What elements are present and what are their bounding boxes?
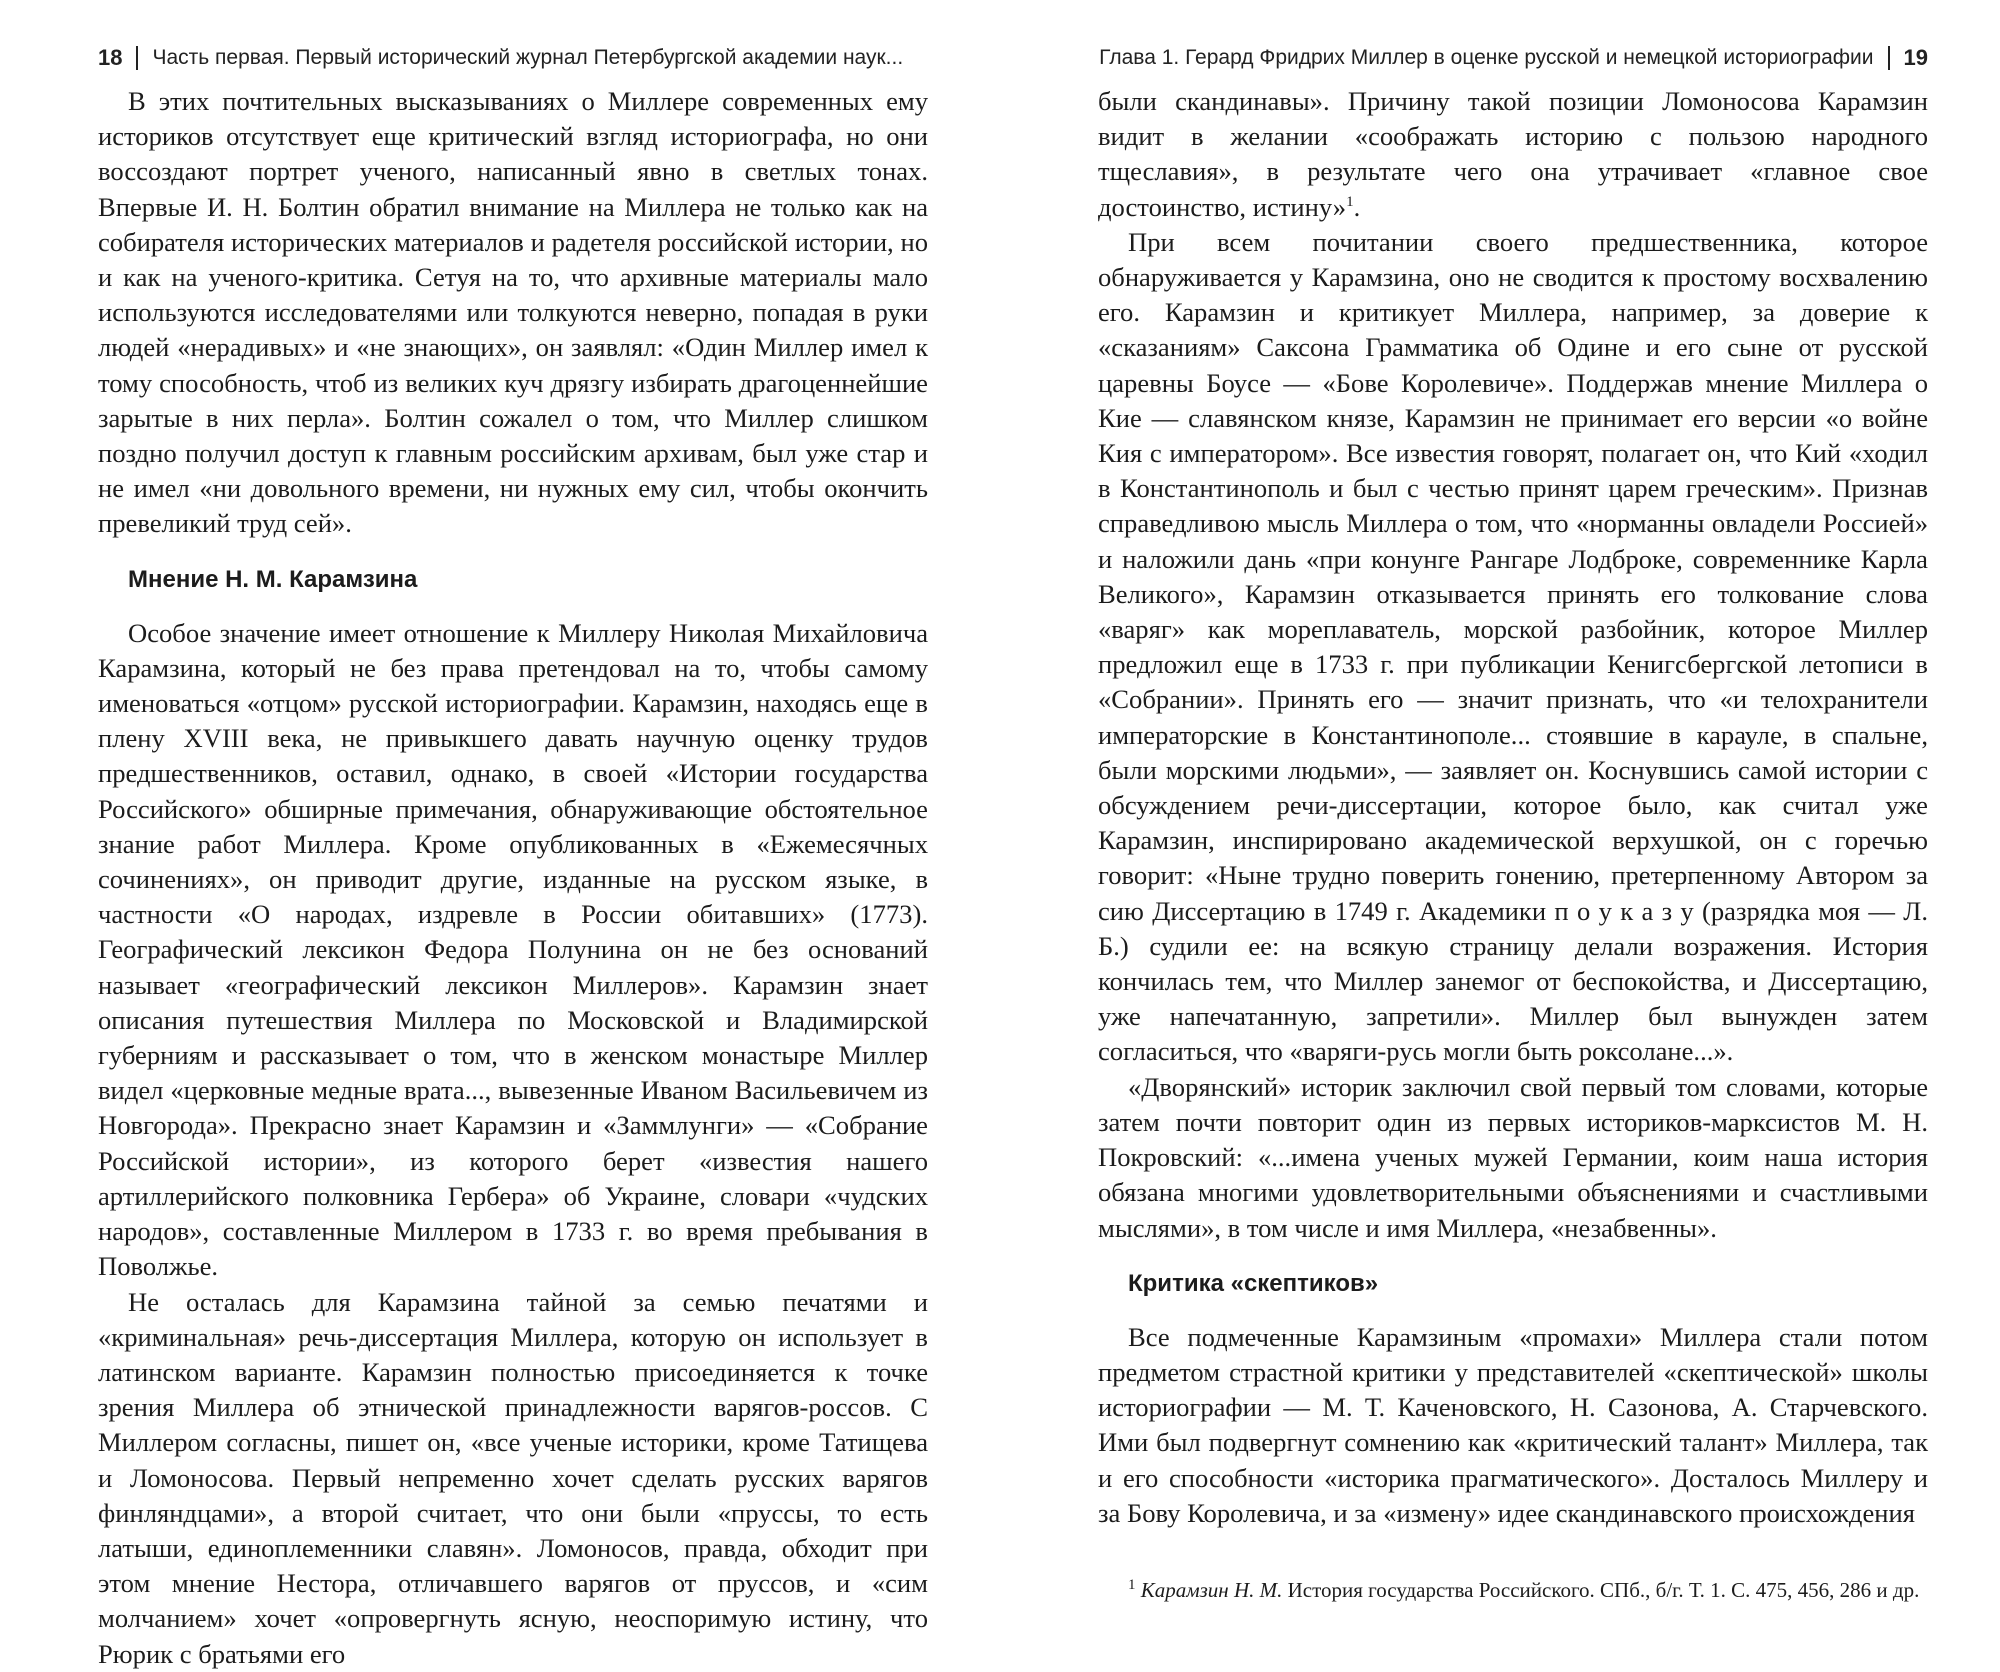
paragraph: В этих почтительных высказываниях о Миллере современных ему историков отсутствует еще критический взгляд историографа, но они воссоздают портрет ученого, написанный явно в светлых тонах. Впервые И. Н. Болтин обратил внимание на Миллера не только как на собирателя исторических материалов и радетеля российской истории, но и как на ученого-критика. Сетуя на то, что архивные материалы мало используются исследователями или толкуются неверно, попадая в руки людей «нерадивых» и «не знающих», он заявлял: «Один Миллер имел к тому способность, чтоб из великих куч дрязгу избирать драгоценнейшие зарытые в них перла». Болтин сожалел о том, что Миллер слишком поздно получил доступ к главным российским архивам, был уже стар и не имел «ни довольного времени, ни нужных ему сил, чтобы окончить превеликий труд сей». <box>98 86 928 539</box>
paragraph: «Дворянский» историк заключил свой первый том словами, которые затем почти повторит один из первых историков-марксистов М. Н. Покровский: «...имена ученых мужей Германии, коим наша история обязана многими удовлетворительными объяснениями и счастливыми мыслями», в том числе и имя Миллера, «незабвенны». <box>1098 1071 1928 1243</box>
left-running-head <box>98 40 928 76</box>
footnote <box>1098 1575 1928 1605</box>
left-page <box>98 40 928 1672</box>
section-heading-skeptics: Критика «скептиков» <box>1128 1269 1379 1297</box>
footnote-reference: 1 <box>1346 193 1354 210</box>
page-number-left: 18 <box>98 45 123 70</box>
section-heading-karamzin: Мнение Н. М. Карамзина <box>128 565 418 593</box>
left-body <box>98 84 928 1672</box>
footnote-text: История государства Российского. СПб., б/г. Т. 1. С. 475, 456, 286 и др. <box>1287 1577 1920 1602</box>
footnote-marker: 1 <box>1128 1576 1136 1593</box>
paragraph: Не осталась для Карамзина тайной за семью печатями и «криминальная» речь-диссертация Миллера, которую он использует в латинском варианте. Карамзин полностью присоединяется к точке зрения Миллера об этнической принадлежности варягов-россов. С Миллером согласны, пишет он, «все ученые историки, кроме Татищева и Ломоносова. Первый непременно хочет сделать русских варягов финляндцами», а второй считает, что они были «пруссы, то есть латыши, единоплеменники славян». Ломоносов, правда, обходит при этом мнение Нестора, отличавшего варягов от пруссов, и «сим молчанием» хочет «опровергнуть ясную, неоспоримую истину, что Рюрик с братьями его <box>98 1286 928 1669</box>
left-header-title: Часть первая. Первый исторический журнал Петербургской академии наук... <box>152 46 904 69</box>
right-page <box>1098 40 1928 1605</box>
paragraph-text: были скандинавы». Причину такой позиции Ломоносова Карамзин видит в желании «соображать историю с пользою народного тщеславия», в результате чего она утрачивает «главное свое достоинство, истину» <box>1098 86 1928 222</box>
paragraph-continued: были скандинавы». Причину такой позиции Ломоносова Карамзин видит в желании «соображать историю с пользою народного тщеславия», в результате чего она утрачивает «главное свое достоинство, истину»$^1$. <box>1098 86 1928 222</box>
paragraph: При всем почитании своего предшественника, которое обнаруживается у Карамзина, оно не сводится к простому восхвалению его. Карамзин и критикует Миллера, например, за доверие к «сказаниям» Саксона Грамматика об Одине и его сыне от русской царевны Боусе — «Бове Королевиче». Поддержав мнение Миллера о Кие — славянском князе, Карамзин не принимает его версии «о войне Кия с императором». Все известия говорят, полагает он, что Кий «ходил в Константинополь и был с честью принят царем греческим». Признав справедливою мысль Миллера о том, что «норманны овладели Россией» и наложили дань «при конунге Рангаре Лодброке, современнике Карла Великого», Карамзин отказывается принять его толкование слова «варяг» как мореплаватель, морской разбойник, которое Миллер предложил еще в 1733 г. при публикации Кенигсбергской летописи в «Собрании». Принять его — значит признать, что «и телохранители императорские в Константинополе... стоявшие в карауле, в спальне, были морскими людьми», — заявляет он. Коснувшись самой истории с обсуждением речи-диссертации, которое было, как считал уже Карамзин, инспирировано академической верхушкой, он с горечью говорит: «Ныне трудно поверить гонению, претерпенному Автором за сию Диссертацию в 1749 г. Академики п о у к а з у (разрядка моя — Л. Б.) судили ее: на всякую страницу делали возражения. История кончилась тем, что Миллер занемог от беспокойства, и Диссертацию, уже напечатанную, запретили». Миллер был вынужден затем согласиться, что «варяги-русь могли быть роксолане...». <box>1098 226 1928 1067</box>
right-header-title: Глава 1. Герард Фридрих Миллер в оценке русской и немецкой историографии <box>1099 46 1874 69</box>
right-running-head <box>1098 40 1928 76</box>
page-number-right: 19 <box>1903 45 1928 70</box>
footnote-author: Карамзин Н. М. <box>1140 1577 1283 1602</box>
paragraph: Все подмеченные Карамзиным «промахи» Миллера стали потом предметом страстной критики у представителей «скептической» школы историографии — М. Т. Каченовского, Н. Сазонова, А. Старчевского. Ими был подвергнут сомнению как «критический талант» Миллера, так и его способности «историка прагматического». Досталось Миллеру и за Бову Королевича, и за «измену» идее скандинавского происхождения <box>1098 1321 1928 1528</box>
right-body <box>1098 84 1928 1531</box>
paragraph: Особое значение имеет отношение к Миллеру Николая Михайловича Карамзина, который не без права претендовал на то, чтобы самому именоваться «отцом» русской историографии. Карамзин, находясь еще в плену XVIII века, не привыкшего давать научную оценку трудов предшественников, оставил, однако, в своей «Истории государства Российского» обширные примечания, обнаруживающие обстоятельное знание работ Миллера. Кроме опубликованных в «Ежемесячных сочинениях», он приводит другие, изданные на русском языке, в частности «О народах, издревле в России обитавших» (1773). Географический лексикон Федора Полунина он не без оснований называет «географический лексикон Миллеров». Карамзин знает описания путешествия Миллера по Московской и Владимирской губерниям и рассказывает о том, что в женском монастыре Миллер видел «церковные медные врата..., вывезенные Иваном Васильевичем из Новгорода». Прекрасно знает Карамзин и «Заммлунги» — «Собрание Российской истории», из которого берет «известия нашего артиллерийского полковника Гербера» об Украине, словари «чудских народов», составленные Миллером в 1733 г. во время пребывания в Поволжье. <box>98 617 928 1282</box>
header-separator <box>1888 46 1890 70</box>
header-separator <box>136 46 138 70</box>
